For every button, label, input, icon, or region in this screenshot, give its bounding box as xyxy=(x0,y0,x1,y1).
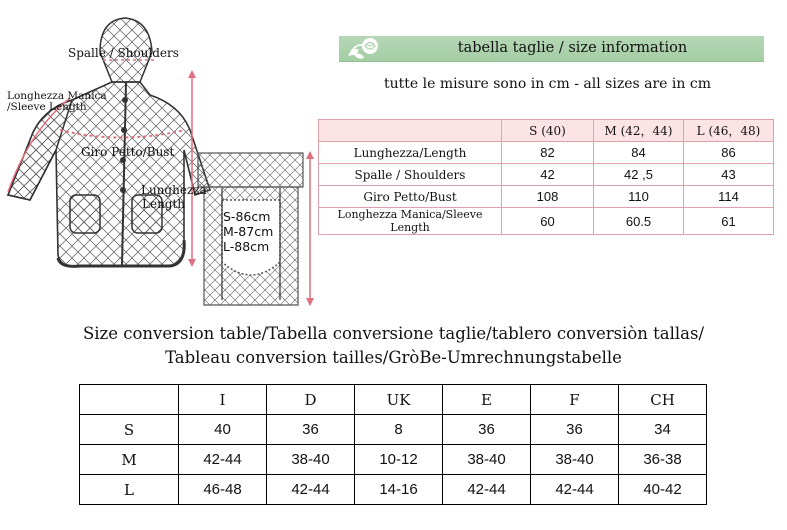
size-col-l: L (46，48) xyxy=(684,120,774,142)
conv-col-e: E xyxy=(443,385,531,415)
pouch-size-m: M-87cm xyxy=(223,224,274,239)
size-cell: 42 ,5 xyxy=(594,164,684,186)
conv-cell: 10-12 xyxy=(355,445,443,475)
conv-row-label: L xyxy=(80,475,179,505)
table-row xyxy=(319,208,774,235)
conversion-corner xyxy=(80,385,179,415)
length-label-line2: Length xyxy=(142,197,186,211)
garment-diagram xyxy=(0,0,320,310)
conv-cell: 38-40 xyxy=(443,445,531,475)
bust-label: Giro Petto/Bust xyxy=(81,145,175,159)
conv-cell: 38-40 xyxy=(267,445,355,475)
size-table-header-row xyxy=(319,120,774,142)
conv-row-label: M xyxy=(80,445,179,475)
conv-col-ch: CH xyxy=(619,385,707,415)
size-cell: 110 xyxy=(594,186,684,208)
conversion-title-line1: Size conversion table/Tabella conversione taglie/tablero conversiòn tallas/ xyxy=(82,324,705,343)
conversion-title-line2: Tableau conversion tailles/GròBe-Umrechnungstabelle xyxy=(165,348,622,367)
size-cell: 42 xyxy=(502,164,594,186)
conv-col-uk: UK xyxy=(355,385,443,415)
size-col-s: S (40) xyxy=(502,120,594,142)
size-row-label: Longhezza Manica/Sleeve Length xyxy=(319,208,502,235)
table-row xyxy=(80,475,707,505)
rose-icon xyxy=(345,34,385,62)
conv-cell: 40 xyxy=(179,415,267,445)
size-row-label: Lunghezza/Length xyxy=(319,142,502,164)
size-cell: 60 xyxy=(502,208,594,235)
size-col-m: M (42，44) xyxy=(594,120,684,142)
shoulders-label: Spalle / Shoulders xyxy=(68,46,179,60)
size-cell: 86 xyxy=(684,142,774,164)
table-row xyxy=(319,142,774,164)
size-cell: 108 xyxy=(502,186,594,208)
size-cell: 82 xyxy=(502,142,594,164)
sleeve-length-label-line2: /Sleeve Length xyxy=(7,101,87,113)
size-cell: 61 xyxy=(684,208,774,235)
size-cell: 114 xyxy=(684,186,774,208)
conv-cell: 14-16 xyxy=(355,475,443,505)
conv-row-label: S xyxy=(80,415,179,445)
size-information-table xyxy=(318,119,774,235)
conv-cell: 36 xyxy=(267,415,355,445)
conv-cell: 42-44 xyxy=(443,475,531,505)
table-row xyxy=(319,164,774,186)
conv-cell: 42-44 xyxy=(267,475,355,505)
sleeve-length-label-line1: Longhezza Manica xyxy=(7,90,107,102)
length-label-line1: Lunghezza xyxy=(141,183,207,197)
conv-cell: 36 xyxy=(443,415,531,445)
conv-cell: 36-38 xyxy=(619,445,707,475)
size-cell: 43 xyxy=(684,164,774,186)
size-row-label: Giro Petto/Bust xyxy=(319,186,502,208)
pouch-top xyxy=(198,153,303,187)
conv-cell: 42-44 xyxy=(179,445,267,475)
conv-cell: 46-48 xyxy=(179,475,267,505)
size-row-label: Spalle / Shoulders xyxy=(319,164,502,186)
pouch-size-s: S-86cm xyxy=(223,209,271,224)
conv-col-d: D xyxy=(267,385,355,415)
size-cell: 84 xyxy=(594,142,684,164)
conv-cell: 34 xyxy=(619,415,707,445)
conv-cell: 36 xyxy=(531,415,619,445)
size-table-corner xyxy=(319,120,502,142)
header-title: tabella taglie / size information xyxy=(457,40,688,56)
size-conversion-table xyxy=(79,384,707,505)
conv-col-f: F xyxy=(531,385,619,415)
conv-cell: 42-44 xyxy=(531,475,619,505)
conv-cell: 38-40 xyxy=(531,445,619,475)
table-row xyxy=(80,445,707,475)
conv-cell: 40-42 xyxy=(619,475,707,505)
size-cell: 60.5 xyxy=(594,208,684,235)
conv-cell: 8 xyxy=(355,415,443,445)
units-note: tutte le misure sono in cm - all sizes are in cm xyxy=(384,76,711,92)
conversion-header-row xyxy=(80,385,707,415)
pouch-size-l: L-88cm xyxy=(223,239,270,254)
table-row xyxy=(319,186,774,208)
table-row xyxy=(80,415,707,445)
conv-col-i: I xyxy=(179,385,267,415)
